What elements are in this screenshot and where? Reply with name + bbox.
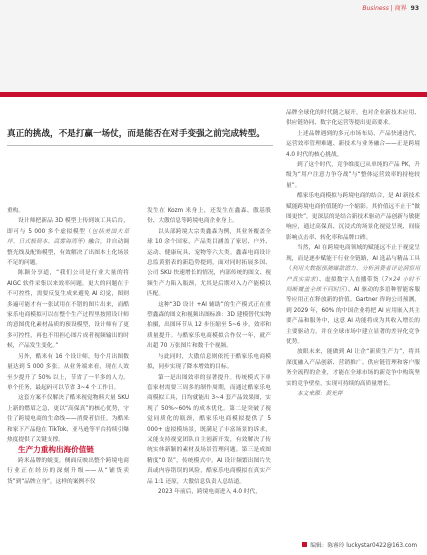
article-column-2 (147, 206, 271, 497)
header-section-cn: 商界 (394, 5, 407, 12)
paragraph: 与此同时，大傲信息则依托于酷家乐电商模拟，同步实现了降本增效的目标。 (147, 353, 271, 371)
paragraph (286, 243, 420, 347)
pull-quote-rule (7, 145, 273, 146)
paragraph: 第一是出图效率的显著提升。传统模式下单套家材需要三周多的制作周期，而通过酷家乐电商模拟工具，日均就能出 3~4 套产品效果图，实现了 50%~60% 的成本优化。第二是突破了视觉同质化的瓶颈，酷家乐电商模拟提供了 5 000+ 虚拟模场景，既满足了丰富场景的诉求，又能支持视觉团队自主创新开发，有效解决了传统实体新颖的素材及场景管理问题。第三是成图精度“0 误”，传统模式中，AI 设计频繁出图片失真或内容错误的风险，酷家乐电商模拟在真实产品 1:1 还原，大傲信息负责人总结道。 (147, 374, 271, 485)
paragraph: 重构。 (7, 208, 25, 214)
page-header (362, 3, 419, 12)
paragraph: 这种“3D 设计 +AI 辅助”的生产模式正在重塑鑫森的图文和视频出图标准：3D 建模替代实物拍摄，出图环节从 12 步压缩至 5~6 步，效率和质量提升。与酷家乐电商模拟合作仅一年，就产出超 70 万张图片和数千个视频。 (147, 301, 271, 350)
paragraph: 酷家乐电商模拟与跨境电商的结合，是 AI 新技术赋能跨境电商价值链的一个缩影。其价值远不止于“做图更快”，更深层的是结合新技术驱动产品创新与敏捷响应，通过高保真、沉浸式的场景化视觉呈现，间接影响点击率、转化率和品牌口碑。 (286, 193, 420, 241)
page-number: 93 (410, 5, 419, 12)
source-credit: 本文来源：黄光祥 (297, 390, 343, 397)
paragraph: 品牌全球化的时代随之展开，也对企业新技术应用、供应链协同、数字化运营等提出更高要求。 (286, 110, 420, 127)
text-run: ）、AI 驱动的多语种智能客服等应用正在释放新的价值。Gartner 咨询公司预测，到 2029 年，60% 的中国企业将把 AI 应用嵌入其主要产品和服务中，这意 AI 功能将成为其收入增长的主要驱动力，并在全球市场中建立显著的差异化竞争优势。 (286, 286, 421, 345)
red-rule (0, 92, 427, 97)
paragraph: 放眼未来，能做到 AI 让企“新质生产力”，将其深度融入产品创新、营销推广、供应链管理和客户服务全流程的企业，才能在全球市场的新竞争中构筑坚实的竞争壁垒，实现可持续的高质量增长。 (286, 349, 420, 387)
text-run: 设计师把新品 3D 模型上传到该工具后台，即可与 5 000 多个虚拟模型（ (7, 218, 129, 235)
paragraph: 2023 年前后，跨境电商进入 4.0 时代， (158, 488, 261, 495)
paragraph: 陈颖分享道，“我们公司是行业大量的将 AIGC 软件采集以来效率问题，更大的问题在于不可控性，需要反复生成来避免 AI 幻觉，图则多遍可能才有一张试用在不错的图片出来，而酷家乐电商模拟可以在整个生产过程里按照设计师的意图优化素材品质的预设模型，设计师有了更多可控性，再也不用担心图片成者视频输出的时候，产品发生变化。” (7, 270, 129, 350)
editor-credit (302, 540, 417, 549)
text-run: 当然，AI 在跨境电商领域的赋能远不止于视觉呈现，而是逐步赋能于行业全链路，AI 选品与精品工具（ (286, 245, 420, 273)
article-column-1 (7, 206, 129, 487)
pull-quote: 真正的挑战，不是打赢一场仗，而是能否在对手变强之前完成转型。 (7, 129, 265, 139)
paragraph: 上述品牌遇到的多元市场布局、产品快速迭代、运营效率管理难题、新技术与业务融合——正是跨境 4.0 时代的核心挑战。 (286, 130, 420, 158)
paragraph: 以头部跨境大宗类鑫森为例，其业务覆盖全球 10 余个国家，产品类目涵盖了家居、户外、运动、健康玩具、宠物等六大类。鑫森电商设计总监黄猎表的新趋势提到，面对同时拓展多国、公司 SKU 快速增长的情况，内部传统的图文、视频生产力陷入瓶颈，尤其是后期对入力产能模以匹配。 (147, 228, 271, 298)
paragraph: 另外，酷米有 16 个设计师，每个月出图数量达到 5 000 多张。从业务端来看，现在人效至少提升了 50% 以上，节省了一半多的人力。单个任务，最起码可以节省 3~4 个工作日。 (7, 353, 129, 391)
text-run: ）融合，并自动调整光线及配饰模型，有效解决了出图本土化场景不足的问题。 (7, 239, 130, 267)
header-photo-band (0, 0, 427, 92)
article-column-3 (286, 108, 420, 399)
header-divider: | (390, 5, 393, 12)
inline-note: 7×24 小时不间断覆盖全球不同时区 (286, 276, 420, 293)
inline-note: 利用大数据预测爆款潜力、分析消费者评论洞察用户真实需求 (286, 266, 421, 283)
paragraph: 跨米品牌的蜕变，侧面反映出整个跨境电商行业正在经历的深刻升级——从“铺货卖货”到“品牌立身”，这样的案例不仅 (7, 457, 129, 485)
section-heading: 生产力重构出海价值链 (18, 445, 94, 455)
text-run: ）、虚拟数字人直播带货（ (315, 276, 385, 283)
header-section-en: Business (362, 5, 389, 12)
paragraph: 发生在 Kozm 米身上，还发生在鑫森、傲基股份、大傲信息等跨境电商企业身上。 (147, 208, 271, 225)
paragraph: 这套方案不仅解决了酷米视觉物料大量 SKU 上新的燃眉之急，更以“高保真”的核心优势，守住了跨境电商的生命线——消费者信任。为酷米和家下产品他在 TikTok、亚马逊等平台持续引爆热度提供了关键支撑。 (7, 395, 129, 443)
square-bullet-icon (302, 542, 307, 547)
paragraph (7, 216, 129, 268)
editor-text: 编辑：陈睿玲 luckystar0422@163.com (310, 543, 417, 549)
inline-note: 包括美国大草坪、日式极简本、高雾海湾等 (7, 228, 130, 246)
paragraph: 到了这个时代，竞争维度已从单纯的产品 PK，升级为“用户注意力争夺战”与“整体运营效率的持枪较量”。 (286, 162, 420, 189)
